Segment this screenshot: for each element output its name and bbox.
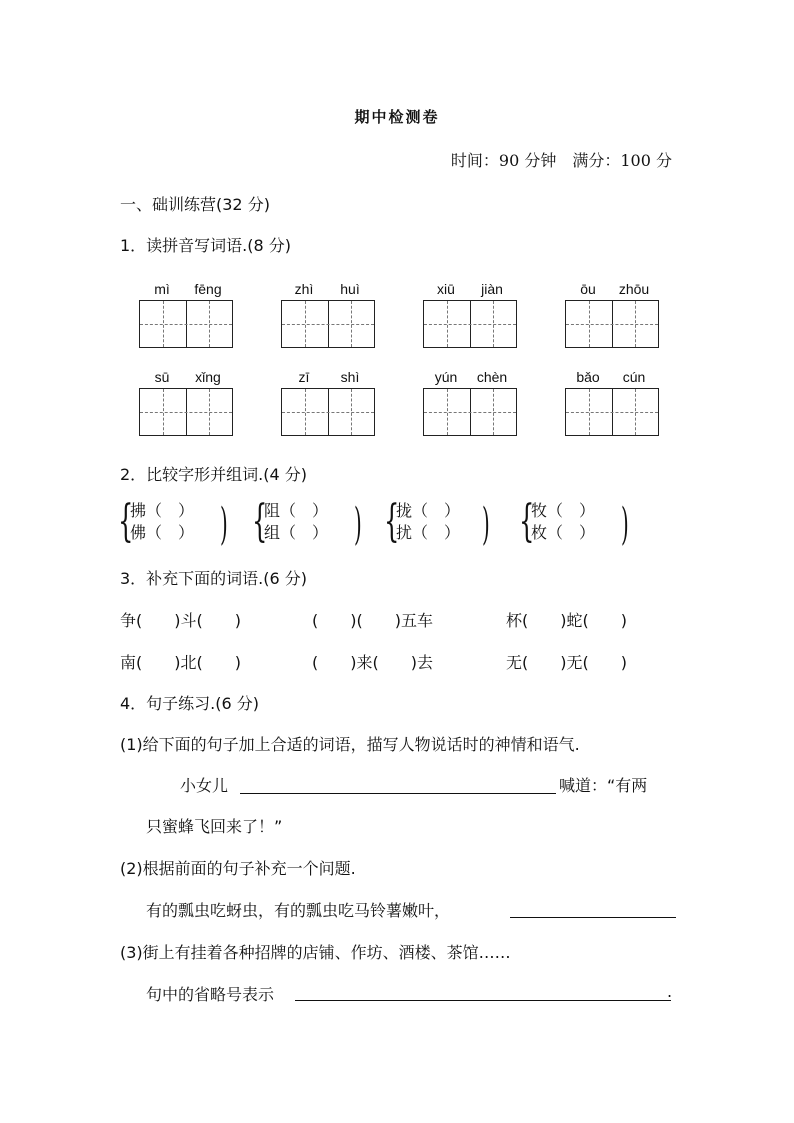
compare-char[interactable]: 阻（ ） [264, 501, 329, 520]
pinyin-label: chèn [476, 369, 508, 385]
character-grid[interactable] [281, 388, 375, 436]
compare-char[interactable]: 拂（ ） [130, 501, 195, 520]
pinyin-label: zī [298, 369, 310, 385]
character-grid[interactable] [565, 388, 659, 436]
exam-meta: 时间：90 分钟 满分：100 分 [450, 151, 672, 170]
left-brace: { [252, 496, 268, 547]
pinyin-label: sū [154, 369, 170, 385]
character-grid[interactable] [423, 300, 517, 348]
compare-char[interactable]: 扰（ ） [396, 523, 461, 542]
fill-item: 南( )北( ) [120, 653, 241, 672]
pinyin-label: shì [340, 369, 360, 385]
left-brace: { [519, 496, 535, 547]
question-1-heading: 1．读拼音写词语.(8 分) [120, 236, 292, 255]
section-heading: 一、础训练营(32 分) [120, 195, 270, 214]
character-grid[interactable] [139, 388, 233, 436]
question-3-heading: 3．补充下面的词语.(6 分) [120, 569, 308, 588]
question-2-heading: 2．比较字形并组词.(4 分) [120, 465, 308, 484]
pinyin-label: xǐng [195, 369, 221, 385]
pinyin-label: cún [622, 369, 646, 385]
right-paren: ) [220, 499, 228, 550]
pinyin-label: jiàn [481, 281, 503, 297]
pinyin-label: ōu [580, 281, 596, 297]
sub-question-2: (2)根据前面的句子补充一个问题. [120, 859, 356, 878]
right-paren: ) [482, 499, 490, 550]
sub-question-3: (3)街上有挂着各种招牌的店铺、作坊、酒楼、茶馆…… [120, 943, 511, 962]
sentence-prefix: 小女儿 [180, 776, 229, 795]
right-paren: ) [621, 499, 629, 550]
character-grid[interactable] [281, 300, 375, 348]
sentence-suffix: 喊道：“有两 [559, 776, 648, 795]
compare-char[interactable]: 枚（ ） [531, 523, 596, 542]
compare-char[interactable]: 拢（ ） [396, 501, 461, 520]
compare-char[interactable]: 佛（ ） [130, 523, 195, 542]
pinyin-label: mì [154, 281, 170, 297]
fill-item: ( )( )五车 [312, 611, 433, 630]
answer-blank[interactable] [295, 1000, 671, 1001]
fill-item: ( )来( )去 [312, 653, 433, 672]
pinyin-label: xiū [437, 281, 455, 297]
compare-char[interactable]: 组（ ） [264, 523, 329, 542]
sentence-line: 有的瓢虫吃蚜虫，有的瓢虫吃马铃薯嫩叶， [146, 901, 451, 920]
fill-item: 杯( )蛇( ) [506, 611, 627, 630]
left-brace: { [118, 496, 134, 547]
fill-item: 无( )无( ) [506, 653, 627, 672]
sub-question-1: (1)给下面的句子加上合适的词语，描写人物说话时的神情和语气. [120, 735, 580, 754]
character-grid[interactable] [139, 300, 233, 348]
right-paren: ) [354, 499, 362, 550]
answer-blank[interactable] [240, 793, 556, 794]
pinyin-label: yún [434, 369, 458, 385]
sentence-end: . [667, 982, 673, 1001]
pinyin-label: zhì [294, 281, 314, 297]
pinyin-label: zhōu [618, 281, 650, 297]
question-4-heading: 4．句子练习.(6 分) [120, 694, 260, 713]
pinyin-label: bǎo [576, 369, 600, 385]
character-grid[interactable] [565, 300, 659, 348]
left-brace: { [384, 496, 400, 547]
pinyin-label: fēng [194, 281, 222, 297]
page-title: 期中检测卷 [354, 108, 440, 126]
answer-blank[interactable] [510, 917, 676, 918]
character-grid[interactable] [423, 388, 517, 436]
pinyin-label: huì [340, 281, 360, 297]
sentence-continuation: 只蜜蜂飞回来了！” [146, 817, 283, 836]
fill-item: 争( )斗( ) [120, 611, 241, 630]
sentence-line: 句中的省略号表示 [146, 985, 275, 1004]
compare-char[interactable]: 牧（ ） [531, 501, 596, 520]
